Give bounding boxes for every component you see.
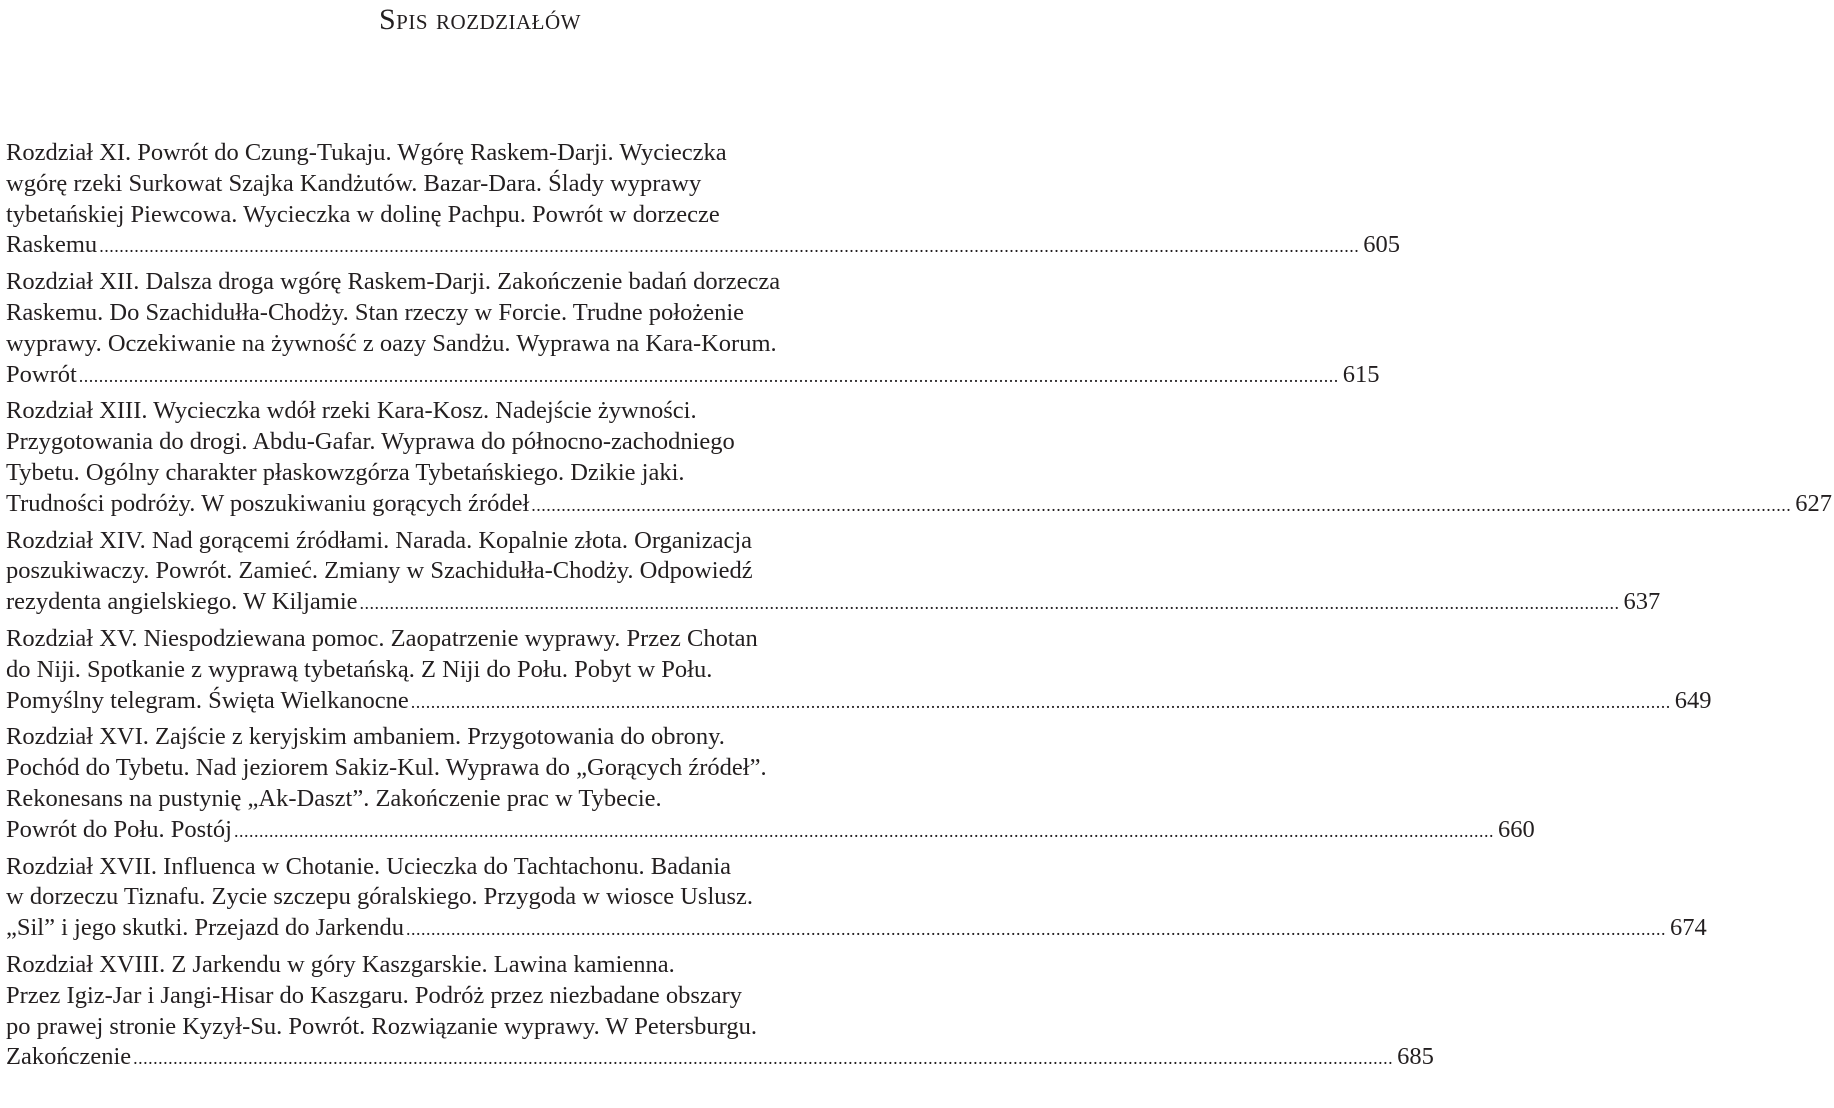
toc-entry-text-line: „Sil” i jego skutki. Przejazd do Jarkendu bbox=[6, 914, 405, 942]
toc-entry-text-line: Zakończenie bbox=[6, 1043, 132, 1071]
toc-entry-text-line: Rozdział XI. Powrót do Czung-Tukaju. Wgórę Raskem-Darji. Wycieczka bbox=[6, 139, 727, 166]
toc-entry-last-line bbox=[6, 489, 1832, 520]
toc-entry-text-line: Trudności podróży. W poszukiwaniu gorących źródeł bbox=[6, 489, 530, 517]
table-of-contents bbox=[6, 138, 1832, 1079]
page-number: 674 bbox=[1670, 914, 1707, 942]
toc-entry-text-line: Rozdział XVIII. Z Jarkendu w góry Kaszgarskie. Lawina kamienna. bbox=[6, 950, 675, 978]
dot-leader: ............................................................................................................................................................................................................................................................ bbox=[234, 820, 1494, 841]
dot-leader: ............................................................................................................................................................................................................................................................ bbox=[410, 691, 1671, 712]
toc-entry-text-line: Przez Igiz-Jar i Jangi-Hisar do Kaszgaru. Podróż przez niezbadane obszary bbox=[6, 981, 743, 1009]
toc-entry-last-line bbox=[6, 360, 1380, 391]
toc-entry-chapter-12 bbox=[6, 267, 1380, 390]
dot-leader: ............................................................................................................................................................................................................................................................ bbox=[99, 236, 1360, 257]
toc-entry-text-line: Rozdział XV. Niespodziewana pomoc. Zaopatrzenie wyprawy. Przez Chotan bbox=[6, 624, 758, 652]
toc-entry-text-line: wyprawy. Oczekiwanie na żywność z oazy Sandżu. Wyprawa na Kara-Korum. bbox=[6, 329, 777, 357]
toc-entry-text-line: do Niji. Spotkanie z wyprawą tybetańską. Z Niji do Połu. Pobyt w Połu. bbox=[6, 655, 713, 683]
toc-entry-text-line: Przygotowania do drogi. Abdu-Gafar. Wyprawa do północno-zachodniego bbox=[6, 428, 735, 456]
toc-entry-chapter-18 bbox=[6, 950, 1434, 1073]
toc-entry-text-line: poszukiwaczy. Powrót. Zamieć. Zmiany w Szachidułła-Chodży. Odpowiedź bbox=[6, 557, 753, 585]
toc-entry-last-line bbox=[6, 686, 1712, 717]
page-number: 627 bbox=[1795, 489, 1832, 517]
toc-entry-text-line: Rozdział XVI. Zajście z keryjskim ambaniem. Przygotowania do obrony. bbox=[6, 723, 725, 751]
page-number: 605 bbox=[1363, 231, 1400, 259]
toc-entry-text-line: Pomyślny telegram. Święta Wielkanocne bbox=[6, 686, 409, 714]
toc-entry-text-line: Rekonesans na pustynię „Ak-Daszt”. Zakończenie prac w Tybecie. bbox=[6, 784, 662, 812]
toc-entry-text-line: w dorzeczu Tiznafu. Zycie szczepu góralskiego. Przygoda w wiosce Uslusz. bbox=[6, 883, 754, 911]
toc-entry-text-line: Rozdział XII. Dalsza droga wgórę Raskem-Darji. Zakończenie badań dorzecza bbox=[6, 268, 781, 296]
dot-leader: ............................................................................................................................................................................................................................................................ bbox=[406, 919, 1667, 940]
dot-leader: ............................................................................................................................................................................................................................................................ bbox=[133, 1048, 1394, 1069]
toc-entry-text-line: Pochód do Tybetu. Nad jeziorem Sakiz-Kul. Wyprawa do „Gorących źródeł”. bbox=[6, 754, 767, 782]
toc-entry-text-line: wgórę rzeki Surkowat Szajka Kandżutów. Bazar-Dara. Ślady wyprawy bbox=[6, 169, 702, 197]
toc-entry-text-line: Rozdział XIV. Nad gorącemi źródłami. Narada. Kopalnie złota. Organizacja bbox=[6, 526, 753, 554]
page-number: 649 bbox=[1674, 686, 1712, 714]
toc-entry-last-line bbox=[6, 815, 1535, 846]
toc-entry-last-line bbox=[6, 587, 1661, 618]
toc-entry-text-line: Raskemu bbox=[6, 231, 98, 259]
toc-entry-chapter-14 bbox=[6, 526, 1661, 618]
toc-entry-chapter-13 bbox=[6, 396, 1832, 519]
toc-entry-text-line: Powrót bbox=[6, 360, 77, 388]
page-number: 685 bbox=[1397, 1043, 1434, 1071]
toc-entry-text-line: Rozdział XVII. Influenca w Chotanie. Ucieczka do Tachtachonu. Badania bbox=[6, 852, 732, 880]
toc-entry-text-line: tybetańskiej Piewcowa. Wycieczka w dolinę Pachpu. Powrót w dorzecze bbox=[6, 200, 720, 228]
toc-entry-chapter-15 bbox=[6, 624, 1712, 716]
toc-entry-text-line: Raskemu. Do Szachidułła-Chodży. Stan rzeczy w Forcie. Trudne położenie bbox=[6, 298, 745, 326]
toc-entry-text-line: Tybetu. Ogólny charakter płaskowzgórza Tybetańskiego. Dzikie jaki. bbox=[6, 458, 685, 486]
toc-entry-text-line: po prawej stronie Kyzył-Su. Powrót. Rozwiązanie wyprawy. W Petersburgu. bbox=[6, 1012, 757, 1040]
page-number: 660 bbox=[1498, 815, 1535, 843]
toc-entry-text-line: Rozdział XIII. Wycieczka wdół rzeki Kara-Kosz. Nadejście żywności. bbox=[6, 397, 697, 425]
page-number: 615 bbox=[1342, 360, 1380, 388]
page-number: 637 bbox=[1623, 588, 1661, 616]
dot-leader: ............................................................................................................................................................................................................................................................ bbox=[78, 365, 1339, 386]
dot-leader: ............................................................................................................................................................................................................................................................ bbox=[531, 494, 1792, 515]
toc-entry-chapter-17 bbox=[6, 852, 1707, 944]
toc-entry-text-line: Powrót do Połu. Postój bbox=[6, 815, 232, 843]
toc-entry-last-line bbox=[6, 913, 1707, 944]
toc-entry-chapter-11 bbox=[6, 138, 1400, 261]
dot-leader: ............................................................................................................................................................................................................................................................ bbox=[359, 593, 1620, 614]
toc-entry-last-line bbox=[6, 1042, 1434, 1073]
toc-entry-text-line: rezydenta angielskiego. W Kiljamie bbox=[6, 588, 358, 616]
toc-entry-last-line bbox=[6, 230, 1400, 261]
toc-entry-chapter-16 bbox=[6, 722, 1535, 845]
page-title: Spis rozdziałów bbox=[378, 3, 581, 36]
